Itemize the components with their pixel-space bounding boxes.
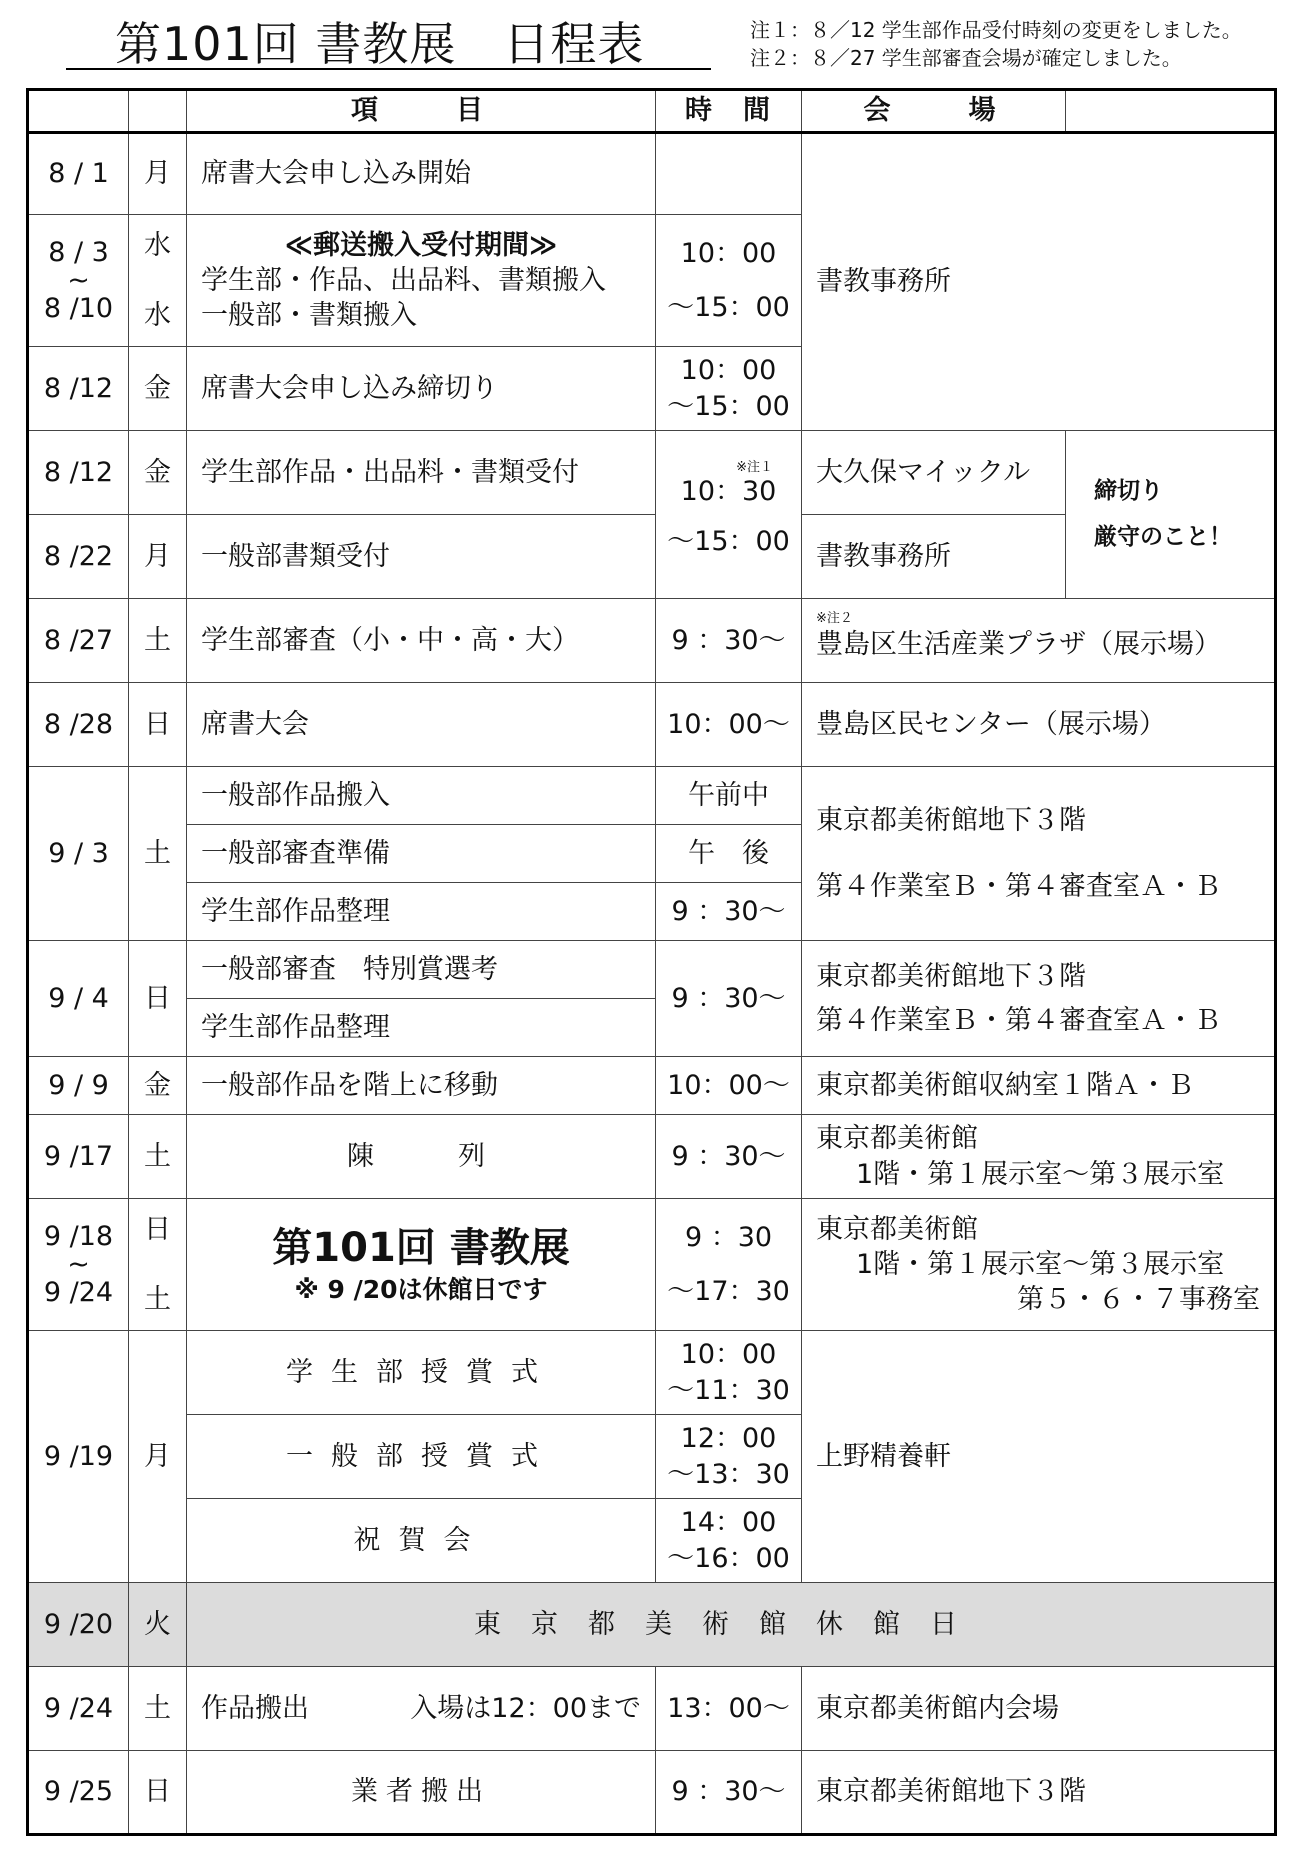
item-text: 作品搬出 bbox=[201, 1692, 309, 1724]
time-start: 10：00 bbox=[680, 1339, 777, 1371]
date-start: 9 /18 bbox=[43, 1220, 114, 1252]
date-cell bbox=[28, 215, 129, 347]
time-cell bbox=[656, 431, 802, 599]
item-cell: 一般部審査準備 bbox=[187, 825, 656, 883]
venue-cell: 東京都美術館内会場 bbox=[802, 1667, 1276, 1751]
date-cell: 8 /12 bbox=[28, 347, 129, 431]
time-start: 10：30 bbox=[680, 476, 777, 508]
venue-cell: 書教事務所 bbox=[802, 515, 1066, 599]
date-cell: 9 /25 bbox=[28, 1751, 129, 1835]
item-line: 一般部・書類搬入 bbox=[201, 300, 417, 332]
day-cell: 日 bbox=[129, 683, 187, 767]
day-cell: 土 bbox=[129, 1667, 187, 1751]
day-start: 日 bbox=[144, 1214, 171, 1246]
schedule-table bbox=[26, 88, 1277, 1836]
item-cell: 一般部書類受付 bbox=[187, 515, 656, 599]
exhibition-title: 第101回 書教展 bbox=[272, 1225, 570, 1272]
table-row bbox=[28, 1667, 1276, 1751]
item-cell: 一般部作品を階上に移動 bbox=[187, 1057, 656, 1115]
day-cell: 日 bbox=[129, 1751, 187, 1835]
day-cell bbox=[129, 215, 187, 347]
deadline-note-line: 厳守のこと！ bbox=[1094, 523, 1232, 550]
item-cell: 学生部作品整理 bbox=[187, 999, 656, 1057]
item-cell: 学生部作品・出品料・書類受付 bbox=[187, 431, 656, 515]
header-day bbox=[129, 90, 187, 133]
time-cell: 9 ：30～ bbox=[656, 1751, 802, 1835]
venue-cell: 豊島区民センター（展示場） bbox=[802, 683, 1276, 767]
item-cell: 陳 列 bbox=[187, 1115, 656, 1199]
time-cell: 13：00～ bbox=[656, 1667, 802, 1751]
venue-cell bbox=[802, 1115, 1276, 1199]
venue-line: 第４作業室Ｂ・第４審査室Ａ・Ｂ bbox=[816, 1004, 1221, 1036]
time-end: ～13：30 bbox=[667, 1458, 790, 1490]
date-end: 9 /24 bbox=[43, 1277, 114, 1309]
time-end: ～15：00 bbox=[667, 525, 790, 557]
day-cell: 金 bbox=[129, 1057, 187, 1115]
date-cell: 8 /22 bbox=[28, 515, 129, 599]
table-row bbox=[28, 1115, 1276, 1199]
item-cell: 一般部作品搬入 bbox=[187, 767, 656, 825]
table-row bbox=[28, 431, 1276, 515]
day-cell: 土 bbox=[129, 767, 187, 941]
date-cell: 8 /28 bbox=[28, 683, 129, 767]
date-cell: 9 /17 bbox=[28, 1115, 129, 1199]
date-range-tilde: ~ bbox=[67, 264, 90, 296]
exhibition-cell bbox=[187, 1199, 656, 1331]
date-end: 8 /10 bbox=[43, 293, 114, 325]
closed-day-cell: 東京都美術館休館日 bbox=[187, 1583, 1276, 1667]
time-cell: 10：00～ bbox=[656, 683, 802, 767]
time-cell: 10：00～ bbox=[656, 1057, 802, 1115]
item-cell bbox=[187, 215, 656, 347]
table-row bbox=[28, 767, 1276, 825]
time-cell bbox=[656, 215, 802, 347]
day-cell: 火 bbox=[129, 1583, 187, 1667]
item-cell: 席書大会申し込み締切り bbox=[187, 347, 656, 431]
table-row bbox=[28, 1057, 1276, 1115]
venue-cell: 東京都美術館収納室１階Ａ・Ｂ bbox=[802, 1057, 1276, 1115]
time-cell: 9 ：30～ bbox=[656, 883, 802, 941]
item-entry-note: 入場は12：00まで bbox=[410, 1692, 641, 1724]
item-cell: 学生部審査（小・中・高・大） bbox=[187, 599, 656, 683]
time-cell bbox=[656, 133, 802, 215]
date-cell: 9 /24 bbox=[28, 1667, 129, 1751]
date-start: 8 / 3 bbox=[48, 236, 109, 268]
page-title: 第101回 書教展 日程表 bbox=[115, 17, 645, 71]
venue-line: 1階・第１展示室～第３展示室 bbox=[856, 1248, 1225, 1280]
table-row bbox=[28, 1199, 1276, 1331]
table-row bbox=[28, 1331, 1276, 1415]
item-cell: 業者搬出 bbox=[187, 1751, 656, 1835]
item-cell: 一般部授賞式 bbox=[187, 1415, 656, 1499]
time-cell bbox=[656, 1415, 802, 1499]
table-row bbox=[28, 683, 1276, 767]
day-cell bbox=[129, 1199, 187, 1331]
time-start: 9 ：30 bbox=[684, 1222, 773, 1254]
day-cell: 土 bbox=[129, 1115, 187, 1199]
table-row-closed bbox=[28, 1583, 1276, 1667]
venue-cell: 東京都美術館地下３階 bbox=[802, 1751, 1276, 1835]
venue-line: 1階・第１展示室～第３展示室 bbox=[856, 1158, 1225, 1190]
time-cell: 9 ：30～ bbox=[656, 1115, 802, 1199]
time-cell: 9 ：30～ bbox=[656, 599, 802, 683]
day-cell: 月 bbox=[129, 1331, 187, 1583]
date-cell: 9 / 4 bbox=[28, 941, 129, 1057]
day-cell: 月 bbox=[129, 515, 187, 599]
date-cell: 9 / 9 bbox=[28, 1057, 129, 1115]
day-cell: 月 bbox=[129, 133, 187, 215]
item-title: ≪郵送搬入受付期間≫ bbox=[284, 229, 558, 261]
time-cell: 9 ：30～ bbox=[656, 941, 802, 1057]
venue-cell: 書教事務所 bbox=[802, 133, 1276, 431]
item-cell: 祝賀会 bbox=[187, 1499, 656, 1583]
venue-name: 豊島区生活産業プラザ（展示場） bbox=[816, 628, 1221, 660]
item-cell: 席書大会 bbox=[187, 683, 656, 767]
exhibition-closed-note: ※ 9 /20は休館日です bbox=[294, 1275, 548, 1305]
time-cell bbox=[656, 1331, 802, 1415]
time-cell: 午前中 bbox=[656, 767, 802, 825]
venue-cell: 大久保マイックル bbox=[802, 431, 1066, 515]
item-cell: 学生部授賞式 bbox=[187, 1331, 656, 1415]
venue-line: 東京都美術館 bbox=[816, 1123, 978, 1155]
item-cell: 席書大会申し込み開始 bbox=[187, 133, 656, 215]
time-start: 10：00 bbox=[680, 355, 777, 387]
time-footnote-mark: ※注１ bbox=[736, 460, 773, 476]
day-cell: 金 bbox=[129, 431, 187, 515]
date-cell: 8 / 1 bbox=[28, 133, 129, 215]
time-end: ～15：00 bbox=[667, 390, 790, 422]
header-date bbox=[28, 90, 129, 133]
item-cell bbox=[187, 1667, 656, 1751]
item-cell: 学生部作品整理 bbox=[187, 883, 656, 941]
time-cell bbox=[656, 1199, 802, 1331]
day-end: 土 bbox=[144, 1283, 171, 1315]
header-row bbox=[28, 90, 1276, 133]
table-row bbox=[28, 133, 1276, 215]
header-venue: 会 場 bbox=[802, 90, 1066, 133]
day-cell: 金 bbox=[129, 347, 187, 431]
change-note-2: 注２：８／27 学生部審査会場が確定しました。 bbox=[750, 46, 1182, 70]
deadline-note-line: 締切り bbox=[1094, 477, 1163, 504]
header-extra bbox=[1066, 90, 1276, 133]
venue-cell bbox=[802, 767, 1276, 941]
item-line: 学生部・作品、出品料、書類搬入 bbox=[201, 264, 606, 296]
header-item: 項 目 bbox=[187, 90, 656, 133]
venue-cell bbox=[802, 599, 1276, 683]
header-time: 時 間 bbox=[656, 90, 802, 133]
venue-cell bbox=[802, 941, 1276, 1057]
change-note-1: 注１：８／12 学生部作品受付時刻の変更をしました。 bbox=[750, 18, 1242, 42]
date-cell bbox=[28, 1199, 129, 1331]
time-end: ～11：30 bbox=[667, 1374, 790, 1406]
date-range-tilde: ~ bbox=[67, 1248, 90, 1280]
item-cell: 一般部審査 特別賞選考 bbox=[187, 941, 656, 999]
date-cell: 9 / 3 bbox=[28, 767, 129, 941]
date-cell: 9 /19 bbox=[28, 1331, 129, 1583]
table-row bbox=[28, 941, 1276, 999]
time-start: 10：00 bbox=[680, 238, 777, 270]
date-cell: 8 /27 bbox=[28, 599, 129, 683]
time-end: ～15：00 bbox=[667, 291, 790, 323]
day-cell: 土 bbox=[129, 599, 187, 683]
time-cell bbox=[656, 1499, 802, 1583]
venue-line: 東京都美術館地下３階 bbox=[816, 805, 1086, 837]
time-cell: 午 後 bbox=[656, 825, 802, 883]
time-end: ～16：00 bbox=[667, 1542, 790, 1574]
date-cell: 9 /20 bbox=[28, 1583, 129, 1667]
day-cell: 日 bbox=[129, 941, 187, 1057]
day-start: 水 bbox=[144, 230, 171, 262]
deadline-note bbox=[1066, 431, 1276, 599]
title-underline bbox=[66, 68, 711, 70]
venue-cell bbox=[802, 1199, 1276, 1331]
venue-footnote-mark: ※注２ bbox=[816, 610, 853, 626]
time-cell bbox=[656, 347, 802, 431]
venue-line: 第５・６・７事務室 bbox=[1017, 1284, 1260, 1316]
venue-cell: 上野精養軒 bbox=[802, 1331, 1276, 1583]
time-start: 14：00 bbox=[680, 1507, 777, 1539]
table-row bbox=[28, 1751, 1276, 1835]
venue-line: 東京都美術館 bbox=[816, 1213, 978, 1245]
venue-line: 第４作業室Ｂ・第４審査室Ａ・Ｂ bbox=[816, 870, 1221, 902]
venue-line: 東京都美術館地下３階 bbox=[816, 961, 1086, 993]
date-cell: 8 /12 bbox=[28, 431, 129, 515]
time-end: ～17：30 bbox=[667, 1275, 790, 1307]
table-row bbox=[28, 599, 1276, 683]
day-end: 水 bbox=[144, 299, 171, 331]
time-start: 12：00 bbox=[680, 1423, 777, 1455]
